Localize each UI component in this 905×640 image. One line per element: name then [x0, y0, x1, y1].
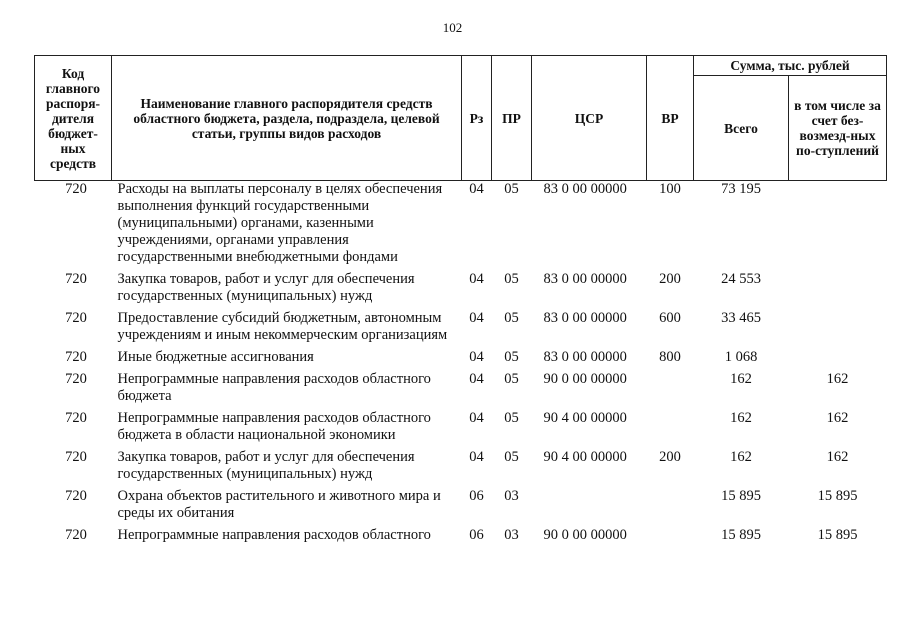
cell-pr: 05: [504, 271, 519, 287]
header-csr: ЦСР: [532, 56, 647, 181]
cell-total: 15 895: [721, 527, 761, 543]
cell-pr: 03: [504, 488, 519, 504]
cell-name: Иные бюджетные ассигнования: [117, 349, 314, 365]
table-row: [35, 525, 887, 547]
cell-name: Непрограммные направления расходов областного бюджета в области национальной экономики: [117, 410, 431, 443]
cell-vr: 200: [659, 449, 681, 465]
cell-name: Расходы на выплаты персоналу в целях обеспечения выполнения функций государственными (муниципальными) органами, казенными учреждениями, органами управления государственными внебюджетными фондами: [117, 181, 443, 265]
cell-name: Закупка товаров, работ и услуг для обеспечения государственных (муниципальных) нужд: [117, 271, 415, 304]
cell-csr: 90 4 00 00000: [543, 449, 627, 465]
cell-pr: 05: [504, 310, 519, 326]
cell-vr: 600: [659, 310, 681, 326]
header-pr: ПР: [492, 56, 532, 181]
cell-total: 33 465: [721, 310, 761, 326]
cell-free: 162: [826, 449, 849, 465]
cell-rz: 06: [469, 488, 484, 504]
cell-free: [789, 308, 887, 347]
cell-rz: 04: [469, 310, 484, 326]
cell-vr: 200: [659, 271, 681, 287]
cell-rz: 04: [469, 371, 484, 387]
header-free: в том числе за счет без-возмезд-ных по-ступлений: [789, 76, 887, 181]
cell-csr: 90 0 00 00000: [543, 527, 627, 543]
cell-total: 1 068: [724, 349, 758, 365]
cell-csr: [532, 486, 647, 525]
cell-code: 720: [65, 310, 87, 326]
cell-free: 162: [826, 410, 849, 426]
header-vr: ВР: [647, 56, 694, 181]
cell-code: 720: [65, 181, 87, 197]
cell-pr: 05: [504, 349, 519, 365]
cell-pr: 05: [504, 410, 519, 426]
cell-pr: 03: [504, 527, 519, 543]
cell-total: 24 553: [721, 271, 761, 287]
cell-rz: 04: [469, 271, 484, 287]
cell-code: 720: [65, 527, 87, 543]
cell-vr: 800: [659, 349, 681, 365]
table-row: [35, 269, 887, 308]
cell-name: Охрана объектов растительного и животного мира и среды их обитания: [117, 488, 441, 521]
page-number: 102: [442, 20, 463, 35]
table-row: [35, 308, 887, 347]
cell-pr: 05: [504, 371, 519, 387]
cell-rz: 04: [469, 181, 484, 197]
cell-name: Закупка товаров, работ и услуг для обеспечения государственных (муниципальных) нужд: [117, 449, 415, 482]
table-row: [35, 408, 887, 447]
cell-vr: [647, 486, 694, 525]
cell-csr: 83 0 00 00000: [543, 271, 627, 287]
cell-free: [789, 347, 887, 369]
cell-vr: [647, 369, 694, 408]
cell-code: 720: [65, 449, 87, 465]
table-row: [35, 347, 887, 369]
cell-free: 15 895: [817, 488, 858, 504]
cell-rz: 04: [469, 349, 484, 365]
cell-code: 720: [65, 488, 87, 504]
table-header: [35, 56, 887, 181]
header-sum: Сумма, тыс. рублей: [694, 56, 887, 76]
cell-name: Непрограммные направления расходов областного: [117, 527, 431, 543]
cell-vr: [647, 408, 694, 447]
cell-total: 15 895: [721, 488, 761, 504]
cell-vr: 100: [659, 181, 681, 197]
cell-csr: 83 0 00 00000: [543, 349, 627, 365]
budget-table: [34, 55, 887, 547]
cell-csr: 90 4 00 00000: [543, 410, 627, 426]
cell-name: Предоставление субсидий бюджетным, автономным учреждениям и иным некоммерческим организациям: [117, 310, 448, 343]
cell-total: 162: [730, 449, 752, 465]
header-code: Код главного распоря-дителя бюджет-ных средств: [35, 56, 112, 181]
cell-free: [789, 269, 887, 308]
header-total: Всего: [694, 76, 789, 181]
table-row: [35, 486, 887, 525]
header-rz: Рз: [462, 56, 492, 181]
cell-total: 162: [730, 371, 752, 387]
cell-code: 720: [65, 271, 87, 287]
cell-csr: 83 0 00 00000: [543, 310, 627, 326]
cell-code: 720: [65, 410, 87, 426]
cell-code: 720: [65, 371, 87, 387]
cell-free: 162: [826, 371, 849, 387]
cell-free: 15 895: [817, 527, 858, 543]
cell-rz: 04: [469, 449, 484, 465]
table-body: [35, 181, 887, 548]
cell-code: 720: [65, 349, 87, 365]
cell-rz: 06: [469, 527, 484, 543]
table-row: [35, 181, 887, 270]
table-row: [35, 447, 887, 486]
cell-csr: 83 0 00 00000: [543, 181, 627, 197]
cell-total: 73 195: [721, 181, 761, 197]
header-name: Наименование главного распорядителя средств областного бюджета, раздела, подраздела, целевой статьи, группы видов расходов: [112, 56, 462, 181]
cell-pr: 05: [504, 449, 519, 465]
cell-vr: [647, 525, 694, 547]
cell-name: Непрограммные направления расходов областного бюджета: [117, 371, 431, 404]
cell-rz: 04: [469, 410, 484, 426]
cell-total: 162: [730, 410, 752, 426]
cell-pr: 05: [504, 181, 519, 197]
cell-free: [789, 181, 887, 270]
table-row: [35, 369, 887, 408]
cell-csr: 90 0 00 00000: [543, 371, 627, 387]
